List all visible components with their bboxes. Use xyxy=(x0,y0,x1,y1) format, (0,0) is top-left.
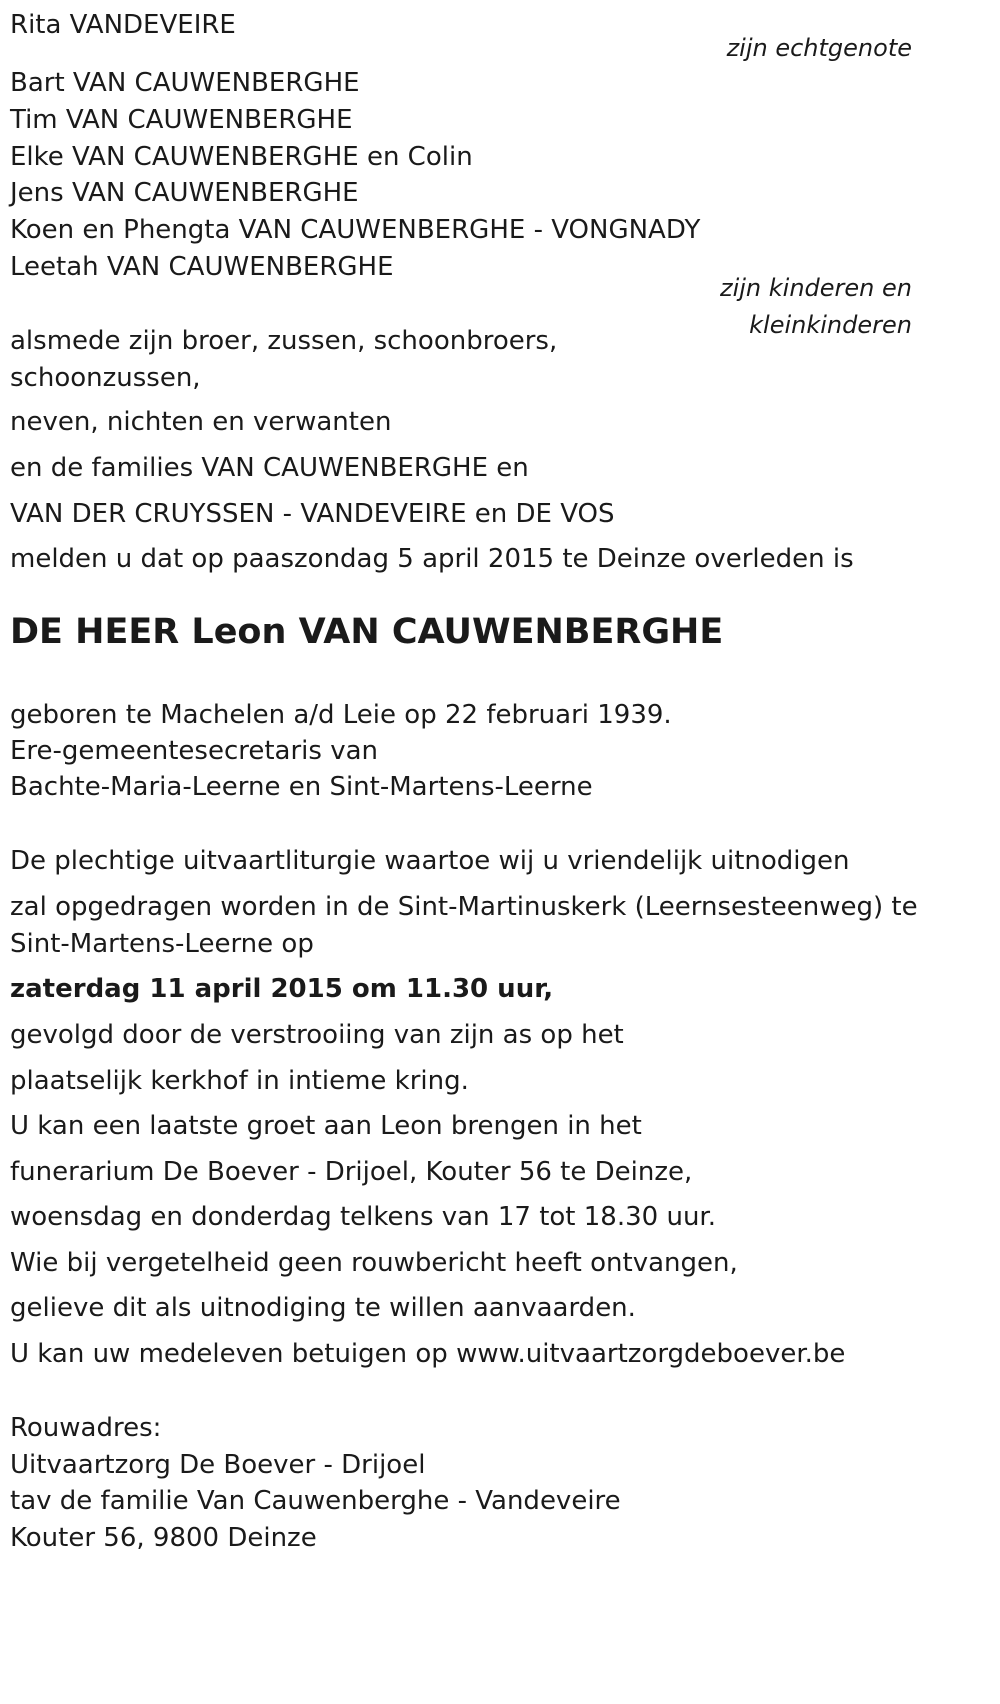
relatives-line-3: neven, nichten en verwanten xyxy=(10,407,392,437)
funeral-line-4: gevolgd door de verstrooiing van zijn as op het xyxy=(10,1020,624,1050)
deceased-born: geboren te Machelen a/d Leie op 22 februari 1939. xyxy=(10,700,672,730)
funeral-line-3: Sint-Martens-Leerne op xyxy=(10,929,314,959)
child-line-3: Elke VAN CAUWENBERGHE en Colin xyxy=(10,142,473,172)
funeral-line-5: plaatselijk kerkhof in intieme kring. xyxy=(10,1066,469,1096)
relatives-line-5: VAN DER CRUYSSEN - VANDEVEIRE en DE VOS xyxy=(10,499,615,529)
address-line-1: Uitvaartzorg De Boever - Drijoel xyxy=(10,1450,426,1480)
child-line-2: Tim VAN CAUWENBERGHE xyxy=(10,105,353,135)
funeral-line-9: Wie bij vergetelheid geen rouwbericht heeft ontvangen, xyxy=(10,1248,738,1278)
deceased-title-1: Ere-gemeentesecretaris van xyxy=(10,736,379,766)
child-line-6: Leetah VAN CAUWENBERGHE xyxy=(10,252,394,282)
relatives-line-1: alsmede zijn broer, zussen, schoonbroers, xyxy=(10,326,558,356)
deceased-title-2: Bachte-Maria-Leerne en Sint-Martens-Leerne xyxy=(10,772,593,802)
children-relation-2: kleinkinderen xyxy=(749,311,912,339)
funeral-line-2: zal opgedragen worden in de Sint-Martinuskerk (Leernsesteenweg) te xyxy=(10,892,918,922)
funeral-date: zaterdag 11 april 2015 om 11.30 uur, xyxy=(10,974,554,1004)
relatives-line-6: melden u dat op paaszondag 5 april 2015 te Deinze overleden is xyxy=(10,544,854,574)
funeral-line-7: funerarium De Boever - Drijoel, Kouter 56 te Deinze, xyxy=(10,1157,693,1187)
funeral-line-6: U kan een laatste groet aan Leon brengen in het xyxy=(10,1111,642,1141)
relatives-line-4: en de families VAN CAUWENBERGHE en xyxy=(10,453,529,483)
children-relation-1: zijn kinderen en xyxy=(720,274,912,302)
funeral-line-11: U kan uw medeleven betuigen op www.uitvaartzorgdeboever.be xyxy=(10,1339,846,1369)
funeral-line-10: gelieve dit als uitnodiging te willen aanvaarden. xyxy=(10,1293,636,1323)
funeral-line-8: woensdag en donderdag telkens van 17 tot 18.30 uur. xyxy=(10,1202,716,1232)
spouse-name: Rita VANDEVEIRE xyxy=(10,10,236,40)
address-line-2: tav de familie Van Cauwenberghe - Vandeveire xyxy=(10,1486,621,1516)
child-line-5: Koen en Phengta VAN CAUWENBERGHE - VONGNADY xyxy=(10,215,701,245)
spouse-relation: zijn echtgenote xyxy=(726,34,912,62)
child-line-1: Bart VAN CAUWENBERGHE xyxy=(10,68,360,98)
relatives-line-2: schoonzussen, xyxy=(10,363,201,393)
address-label: Rouwadres: xyxy=(10,1413,162,1443)
deceased-name: DE HEER Leon VAN CAUWENBERGHE xyxy=(10,612,724,652)
address-line-3: Kouter 56, 9800 Deinze xyxy=(10,1523,317,1553)
funeral-line-1: De plechtige uitvaartliturgie waartoe wij u vriendelijk uitnodigen xyxy=(10,846,850,876)
child-line-4: Jens VAN CAUWENBERGHE xyxy=(10,178,359,208)
